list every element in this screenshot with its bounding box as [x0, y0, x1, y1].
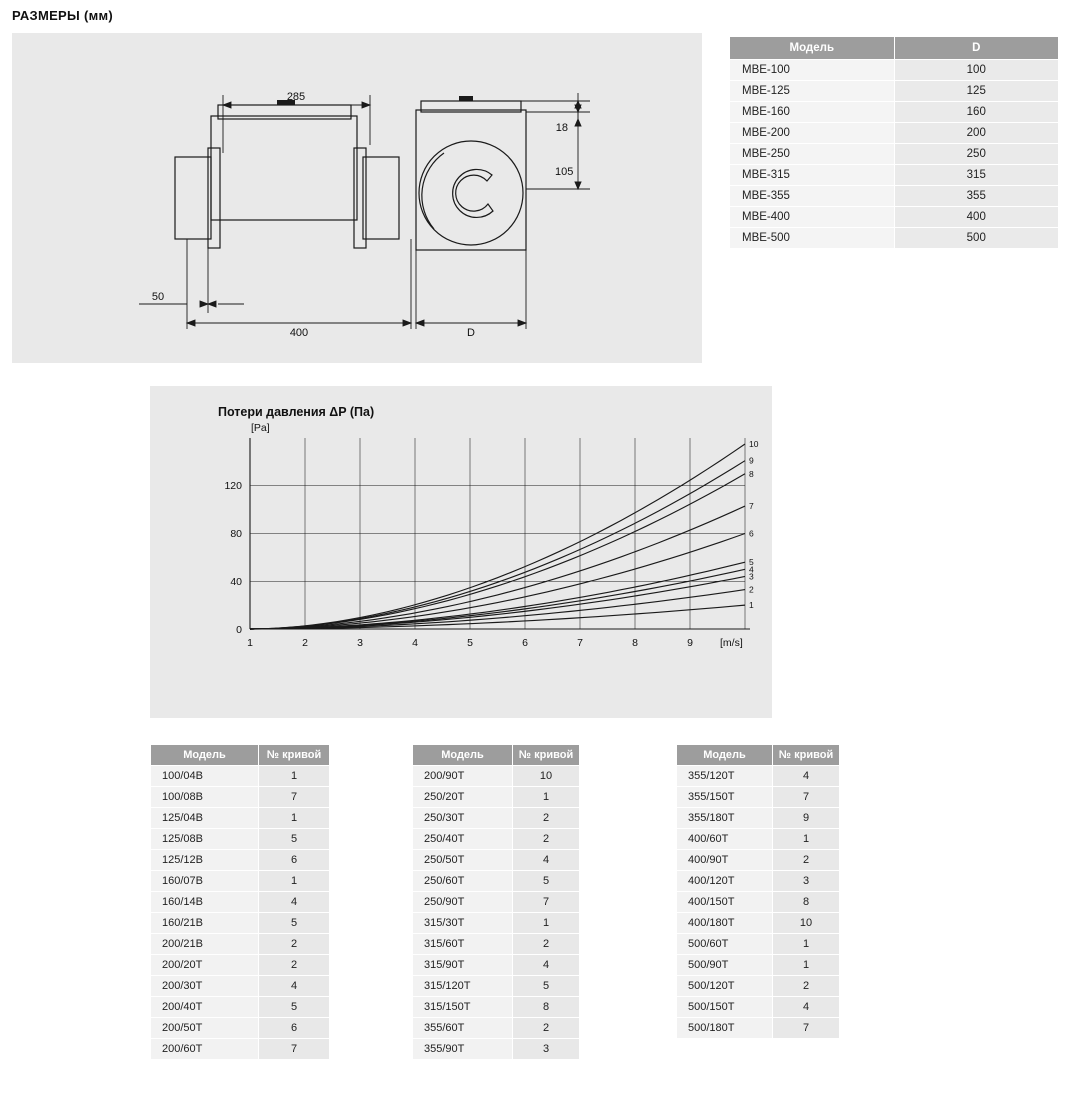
cell-curve-no: 2: [259, 955, 330, 976]
table-row: [151, 1039, 330, 1060]
header-model: Модель: [730, 37, 895, 60]
table-row: [413, 1018, 580, 1039]
table-row: [677, 892, 840, 913]
dimensions-drawing: [12, 33, 702, 363]
dimensions-drawing-panel: [12, 33, 702, 363]
table-row: [413, 766, 580, 787]
table-row: [730, 123, 1059, 144]
table-row: [730, 102, 1059, 123]
cell-diameter: 250: [894, 144, 1059, 165]
cell-model: 355/90T: [413, 1039, 513, 1060]
y-tick-40: 40: [230, 576, 242, 588]
chart-curve-label-9: 9: [749, 455, 754, 466]
cell-diameter: 200: [894, 123, 1059, 144]
table-row: [730, 228, 1059, 249]
cell-diameter: 125: [894, 81, 1059, 102]
cell-curve-no: 9: [773, 808, 840, 829]
cell-model: MBE-125: [730, 81, 895, 102]
cell-model: 315/120T: [413, 976, 513, 997]
cell-model: MBE-160: [730, 102, 895, 123]
cell-model: 250/30T: [413, 808, 513, 829]
cell-model: 355/150T: [677, 787, 773, 808]
chart-curve-label-8: 8: [749, 468, 754, 479]
cell-model: 500/60T: [677, 934, 773, 955]
cell-curve-no: 2: [259, 934, 330, 955]
table-row: [413, 850, 580, 871]
x-tick-6: 6: [522, 637, 528, 649]
cell-model: 200/21B: [151, 934, 259, 955]
cell-model: 400/150T: [677, 892, 773, 913]
cell-curve-no: 2: [513, 829, 580, 850]
table-row: [151, 766, 330, 787]
cell-diameter: 400: [894, 207, 1059, 228]
cell-model: MBE-315: [730, 165, 895, 186]
y-tick-120: 120: [224, 480, 242, 492]
table-row: [151, 955, 330, 976]
page-title: РАЗМЕРЫ (мм): [12, 8, 114, 23]
cell-curve-no: 1: [259, 766, 330, 787]
cell-curve-no: 1: [773, 934, 840, 955]
cell-curve-no: 5: [513, 976, 580, 997]
cell-model: 250/90T: [413, 892, 513, 913]
cell-model: 500/180T: [677, 1018, 773, 1039]
dim-height-105: 105: [555, 166, 574, 178]
dim-diameter-D: D: [467, 327, 475, 339]
cell-curve-no: 7: [773, 787, 840, 808]
table-row: [677, 766, 840, 787]
cell-model: 200/50T: [151, 1018, 259, 1039]
chart-curve-label-4: 4: [749, 564, 754, 575]
cell-curve-no: 2: [773, 850, 840, 871]
table-row: [677, 997, 840, 1018]
dim-width-285: 285: [286, 91, 306, 103]
table-row: [151, 829, 330, 850]
chart-curve-label-2: 2: [749, 584, 754, 595]
curve-table-2: [412, 744, 580, 1060]
chart-curve-label-7: 7: [749, 501, 754, 511]
cell-curve-no: 6: [259, 1018, 330, 1039]
cell-diameter: 315: [894, 165, 1059, 186]
chart-curve-label-6: 6: [749, 528, 754, 539]
table-row: [413, 976, 580, 997]
curve-table-1: [150, 744, 330, 1060]
table-row: [413, 955, 580, 976]
table-row: [413, 1039, 580, 1060]
cell-diameter: 500: [894, 228, 1059, 249]
cell-model: 400/90T: [677, 850, 773, 871]
table-row: [151, 997, 330, 1018]
model-diameter-table: [729, 36, 1059, 249]
table-row: [151, 1018, 330, 1039]
table-row: [730, 60, 1059, 81]
dim-length-400: 400: [289, 327, 309, 339]
cell-curve-no: 5: [259, 997, 330, 1018]
table-row: [730, 207, 1059, 228]
table-row: [413, 787, 580, 808]
cell-curve-no: 4: [773, 766, 840, 787]
cell-model: MBE-100: [730, 60, 895, 81]
cell-curve-no: 10: [773, 913, 840, 934]
x-axis-label: [m/s]: [720, 637, 743, 649]
cell-curve-no: 5: [259, 913, 330, 934]
table-row: [677, 955, 840, 976]
cell-curve-no: 7: [259, 787, 330, 808]
header-curve-no: № кривой: [773, 745, 840, 766]
table-row: [677, 850, 840, 871]
table-row: [151, 850, 330, 871]
table-row: [677, 787, 840, 808]
cell-model: 200/60T: [151, 1039, 259, 1060]
x-tick-3: 3: [357, 637, 363, 649]
chart-curve-5: [250, 562, 745, 629]
header-curve-no: № кривой: [259, 745, 330, 766]
table-row: [151, 934, 330, 955]
table-row: [677, 913, 840, 934]
table-row: [151, 913, 330, 934]
cell-curve-no: 4: [259, 976, 330, 997]
cell-curve-no: 2: [513, 808, 580, 829]
cell-curve-no: 1: [513, 787, 580, 808]
table-row: [413, 829, 580, 850]
pressure-loss-chart-panel: [150, 386, 772, 718]
header-d: D: [894, 37, 1059, 60]
table-row: [677, 871, 840, 892]
cell-model: 500/150T: [677, 997, 773, 1018]
cell-model: 200/40T: [151, 997, 259, 1018]
cell-curve-no: 4: [513, 955, 580, 976]
cell-model: 500/120T: [677, 976, 773, 997]
x-tick-7: 7: [577, 637, 583, 649]
cell-model: 315/60T: [413, 934, 513, 955]
cell-model: MBE-250: [730, 144, 895, 165]
cell-model: 200/90T: [413, 766, 513, 787]
cell-curve-no: 7: [513, 892, 580, 913]
cell-model: 315/30T: [413, 913, 513, 934]
cell-model: 250/50T: [413, 850, 513, 871]
table-row: [413, 997, 580, 1018]
cell-model: 355/180T: [677, 808, 773, 829]
cell-model: 250/20T: [413, 787, 513, 808]
pressure-loss-chart: [150, 386, 772, 718]
x-tick-1: 1: [247, 637, 253, 649]
cell-curve-no: 1: [773, 955, 840, 976]
cell-model: MBE-500: [730, 228, 895, 249]
chart-curve-label-5: 5: [749, 557, 754, 568]
header-model: Модель: [413, 745, 513, 766]
cell-model: 160/21B: [151, 913, 259, 934]
cell-curve-no: 2: [513, 1018, 580, 1039]
table-row: [151, 808, 330, 829]
table-row: [413, 934, 580, 955]
cell-curve-no: 1: [259, 808, 330, 829]
cell-curve-no: 7: [773, 1018, 840, 1039]
cell-diameter: 100: [894, 60, 1059, 81]
table-row: [677, 976, 840, 997]
cell-model: MBE-400: [730, 207, 895, 228]
cell-model: 160/14B: [151, 892, 259, 913]
cell-model: 200/30T: [151, 976, 259, 997]
cell-curve-no: 5: [259, 829, 330, 850]
cell-model: 100/04B: [151, 766, 259, 787]
header-model: Модель: [677, 745, 773, 766]
cell-curve-no: 1: [259, 871, 330, 892]
cell-model: 160/07B: [151, 871, 259, 892]
table-row: [730, 186, 1059, 207]
cell-curve-no: 2: [513, 934, 580, 955]
cell-curve-no: 3: [773, 871, 840, 892]
y-tick-80: 80: [230, 528, 242, 540]
cell-model: 125/12B: [151, 850, 259, 871]
table-header-row: [730, 37, 1059, 60]
x-tick-2: 2: [302, 637, 308, 649]
table-row: [677, 1018, 840, 1039]
cell-curve-no: 2: [773, 976, 840, 997]
cell-model: 400/120T: [677, 871, 773, 892]
cell-model: 315/90T: [413, 955, 513, 976]
cell-model: 400/180T: [677, 913, 773, 934]
cell-curve-no: 8: [773, 892, 840, 913]
cell-model: 250/40T: [413, 829, 513, 850]
table-row: [413, 808, 580, 829]
cell-curve-no: 8: [513, 997, 580, 1018]
cell-curve-no: 1: [513, 913, 580, 934]
x-tick-4: 4: [412, 637, 418, 649]
table-row: [677, 808, 840, 829]
cell-model: 500/90T: [677, 955, 773, 976]
chart-curve-label-10: 10: [749, 439, 759, 449]
cell-curve-no: 4: [513, 850, 580, 871]
cell-model: 250/60T: [413, 871, 513, 892]
table-row: [151, 787, 330, 808]
x-tick-8: 8: [632, 637, 638, 649]
cell-model: MBE-355: [730, 186, 895, 207]
cell-model: 125/04B: [151, 808, 259, 829]
cell-model: 355/60T: [413, 1018, 513, 1039]
cell-curve-no: 5: [513, 871, 580, 892]
chart-curve-8: [250, 474, 745, 629]
table-row: [151, 976, 330, 997]
dim-flange-50: 50: [151, 291, 165, 303]
cell-curve-no: 4: [259, 892, 330, 913]
cell-curve-no: 7: [259, 1039, 330, 1060]
cell-diameter: 355: [894, 186, 1059, 207]
cell-model: 100/08B: [151, 787, 259, 808]
cell-curve-no: 10: [513, 766, 580, 787]
header-model: Модель: [151, 745, 259, 766]
cell-curve-no: 4: [773, 997, 840, 1018]
y-axis-label: [Pa]: [251, 422, 270, 434]
header-curve-no: № кривой: [513, 745, 580, 766]
table-row: [151, 892, 330, 913]
cell-curve-no: 6: [259, 850, 330, 871]
cell-model: MBE-200: [730, 123, 895, 144]
table-row: [730, 81, 1059, 102]
table-row: [151, 871, 330, 892]
cell-model: 400/60T: [677, 829, 773, 850]
curve-table-3: [676, 744, 840, 1039]
chart-curve-label-3: 3: [749, 571, 754, 582]
cell-model: 315/150T: [413, 997, 513, 1018]
cell-curve-no: 1: [773, 829, 840, 850]
cell-model: 125/08B: [151, 829, 259, 850]
cell-model: 355/120T: [677, 766, 773, 787]
chart-title: Потери давления ΔP (Па): [218, 405, 375, 419]
cell-diameter: 160: [894, 102, 1059, 123]
x-tick-5: 5: [467, 637, 473, 649]
cell-model: 200/20T: [151, 955, 259, 976]
table-row: [730, 144, 1059, 165]
y-tick-0: 0: [236, 624, 242, 636]
x-tick-9: 9: [687, 637, 693, 649]
chart-curve-10: [250, 444, 745, 629]
table-row: [677, 829, 840, 850]
chart-curve-label-1: 1: [749, 600, 754, 611]
table-row: [730, 165, 1059, 186]
table-row: [413, 871, 580, 892]
table-row: [413, 913, 580, 934]
dim-height-18: 18: [555, 122, 568, 134]
table-row: [677, 934, 840, 955]
cell-curve-no: 3: [513, 1039, 580, 1060]
table-row: [413, 892, 580, 913]
